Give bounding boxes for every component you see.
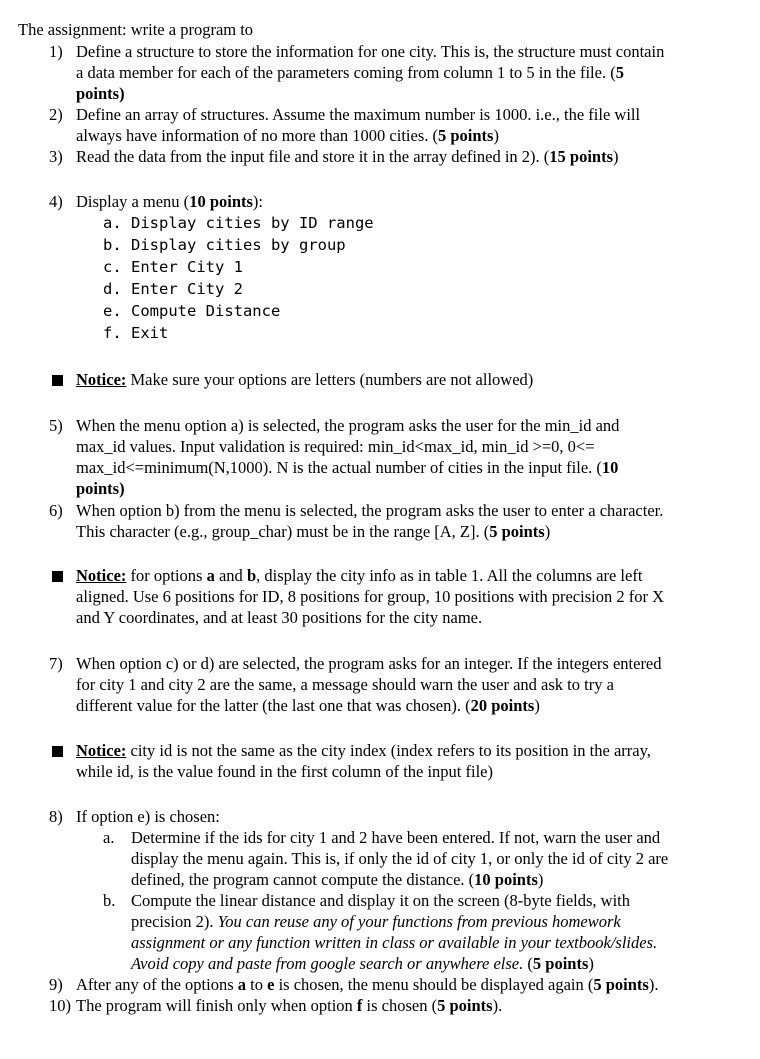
item-1-number: 1): [49, 42, 63, 61]
item-3-line-1: Read the data from the input file and store it in the array defined in 2). (15 points): [76, 147, 619, 166]
menu-option-e: e. Compute Distance: [103, 302, 281, 320]
item-1-line-1: Define a structure to store the information for one city. This is, the structure must contain: [76, 42, 665, 61]
item-8a-letter: a.: [103, 828, 115, 847]
item-8-number: 8): [49, 807, 63, 826]
item-1-line-3: points): [76, 84, 125, 103]
item-5-line-1: When the menu option a) is selected, the program asks the user for the min_id and: [76, 416, 620, 435]
intro-text: The assignment: write a program to: [18, 20, 254, 39]
item-5-line-3: max_id<=minimum(N,1000). N is the actual number of cities in the input file. (10: [76, 458, 619, 477]
notice-2-line-3: and Y coordinates, and at least 30 positions for the city name.: [76, 608, 483, 627]
item-8b-letter: b.: [103, 891, 116, 910]
notice-3-line-2: while id, is the value found in the first column of the input file): [76, 762, 493, 781]
item-2-line-2: always have information of no more than 1000 cities. (5 points): [76, 126, 499, 145]
notice-2-line-1: Notice: for options a and b, display the city info as in table 1. All the columns are left: [76, 566, 643, 585]
bullet-square-icon: [52, 746, 63, 757]
item-7-line-1: When option c) or d) are selected, the program asks for an integer. If the integers entered: [76, 654, 662, 673]
menu-option-c: c. Enter City 1: [103, 258, 243, 276]
item-8a-line-1: Determine if the ids for city 1 and 2 have been entered. If not, warn the user and: [131, 828, 661, 847]
item-6-number: 6): [49, 501, 63, 520]
item-1-line-2: a data member for each of the parameters coming from column 1 to 5 in the file. (5: [76, 63, 624, 82]
item-6-line-2: This character (e.g., group_char) must be in the range [A, Z]. (5 points): [76, 522, 551, 541]
item-8b-line-1: Compute the linear distance and display it on the screen (8-byte fields, with: [131, 891, 630, 910]
item-4-number: 4): [49, 192, 63, 211]
menu-option-b: b. Display cities by group: [103, 236, 346, 254]
item-7-number: 7): [49, 654, 63, 673]
notice-2-line-2: aligned. Use 6 positions for ID, 8 positions for group, 10 positions with precision 2 for X: [76, 587, 664, 606]
notice-3-line-1: Notice: city id is not the same as the city index (index refers to its position in the array,: [76, 741, 651, 760]
item-10-line-1: The program will finish only when option f is chosen (5 points).: [76, 996, 503, 1015]
item-8b-line-3: assignment or any function written in class or available in your textbook/slides.: [131, 933, 658, 952]
item-8a-line-2: display the menu again. This is, if only the id of city 1, or only the id of city 2 are: [131, 849, 669, 868]
item-5-line-4: points): [76, 479, 125, 498]
item-4-line-1: Display a menu (10 points):: [76, 192, 264, 211]
item-8b-line-2: precision 2). You can reuse any of your functions from previous homework: [131, 912, 621, 931]
menu-option-a: a. Display cities by ID range: [103, 214, 374, 232]
item-2-line-1: Define an array of structures. Assume the maximum number is 1000. i.e., the file will: [76, 105, 641, 124]
item-8-line-1: If option e) is chosen:: [76, 807, 220, 826]
item-9-number: 9): [49, 975, 63, 994]
item-2-number: 2): [49, 105, 63, 124]
item-3-number: 3): [49, 147, 63, 166]
bullet-square-icon: [52, 571, 63, 582]
item-9-line-1: After any of the options a to e is chosen, the menu should be displayed again (5 points).: [76, 975, 659, 994]
item-7-line-2: for city 1 and city 2 are the same, a message should warn the user and ask to try a: [76, 675, 614, 694]
item-5-number: 5): [49, 416, 63, 435]
item-8a-line-3: defined, the program cannot compute the distance. (10 points): [131, 870, 544, 889]
notice-1-line-1: Notice: Make sure your options are letters (numbers are not allowed): [76, 370, 534, 389]
item-10-number: 10): [49, 996, 71, 1015]
menu-option-f: f. Exit: [103, 324, 169, 342]
item-7-line-3: different value for the latter (the last one that was chosen). (20 points): [76, 696, 540, 715]
bullet-square-icon: [52, 375, 63, 386]
item-5-line-2: max_id values. Input validation is required: min_id<max_id, min_id >=0, 0<=: [76, 437, 595, 456]
item-8b-line-4: Avoid copy and paste from google search or anywhere else. (5 points): [131, 954, 594, 973]
menu-option-d: d. Enter City 2: [103, 280, 243, 298]
item-6-line-1: When option b) from the menu is selected, the program asks the user to enter a character.: [76, 501, 664, 520]
